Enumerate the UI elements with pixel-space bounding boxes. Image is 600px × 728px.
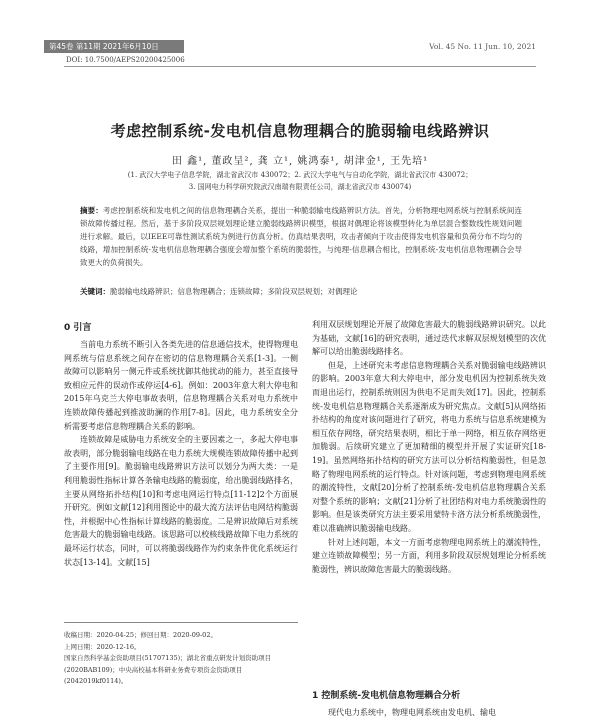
keywords-text: 脆弱输电线路辨识；信息物理耦合；连锁故障；多阶段双层规划；对偶理论 [110,287,358,296]
paragraph: 针对上述问题，本文一方面考虑物理电网系统上的潮流特性，建立连锁故障模型；另一方面，利用多阶段双层规划理论分析系统脆弱性，辨识故障危害最大的脆弱线路。 [312,537,546,574]
paragraph: 当前电力系统不断引入各类先进的信息通信技术，使得物理电网系统与信息系统之间存在密切的信息物理耦合关系[1-3]。一侧故障可以影响另一侧元件或系统扰御其他扰动的能力，甚至直接导致相应元件的误动作或停运[4-6]。例如：2003年意大利大停电和2015年乌克兰大停电事故表明，信息物理耦合关系对电力系统中连锁故障传播起到推波助澜的作用[7-8]。因此，电力系统安全分析需要考虑信息物理耦合关系的影响。 [64,340,298,431]
left-column [64,338,298,569]
paragraph: 但是，上述研究未考虑信息物理耦合关系对脆弱输电线路辨识的影响。2003年意大利大停电中，部分发电机因为控制系统失效而退出运行，控制系统则因为供电不足而失效[17]。因此，控制系统-发电机信息物理耦合关系逐渐成为研究焦点。文献[5]从网络拓扑结构的角度对该问题进行了研究，将电力系统与信息系统建模为相互依存网络，研究结果表明，相比于单一网络，相互依存网络更加脆弱。后续研究建立了更加精细的模型并开展了实证研究[18-19]。虽然网络拓扑结构的研究方法可以分析结构脆弱性，但是忽略了物理电网系统的运行特点。针对该问题，考虑到物理电网系统的潮流特性，文献[20]分析了控制系统-发电机信息物理耦合关系对整个系统的影响；文献[21]分析了社团结构对电力系统脆弱性的影响。但是该类研究方法主要采用蒙特卡洛方法分析系统脆弱性，难以准确辨识脆弱输电线路。 [312,360,546,533]
affiliation-line-1: (1. 武汉大学电子信息学院，湖北省武汉市 430072；2. 武汉大学电气与自动化学院，湖北省武汉市 430072； [127,171,473,179]
abstract-label: 摘要： [80,206,103,215]
abstract-text: 考虑控制系统和发电机之间的信息物理耦合关系，提出一种脆弱输电线路辨识方法。首先，分析物理电网系统与控制系统间连锁故障传播过程。然后，基于多阶段双层规划理论建立脆弱线路辨识模型，根据对偶理论将该模型转化为单层混合整数线性规划问题进行求解。最后，以IEEE可靠性测试系统为例进行仿真分析。仿真结果表明，攻击者倾向于攻击使得发电机容量和负荷分布不均匀的线路，增加控制系统-发电机信息物理耦合强度会增加整个系统的脆弱性，与纯理-信息耦合相比，控制系统-发电机信息物理耦合会导致更大的负荷损失。 [80,206,523,267]
keywords [80,286,522,298]
footnote-funding: 国家自然科学基金资助项目(51707135)；湖北省重点研发计划资助项目(2020BAB109)；中央高校基本科研业务费专项资金资助项目(2042019kf0114)。 [64,654,272,685]
section-1-start [312,706,546,720]
paragraph: 连锁故障是威胁电力系统安全的主要因素之一，多起大停电事故表明，部分脆弱输电线路在电力系统大规模连锁故障传播中起到了主要作用[9]。脆弱输电线路辨识方法可以划分为两大类：一是利用脆弱性指标计算各条输电线路的脆弱度，给出脆弱线路排名，主要从网络拓扑结构[10]和考虑电网运行特点[11-12]2个方面展开研究。例如文献[12]利用图论中的最大流方法评估电网结构脆弱性，并根据中心性指标计算线路的脆弱度。二是辨识故障后对系统危害最大的脆弱输电线路。该思路可以校核线路故障下电力系统的最坏运行状态，同时，可以将脆弱线路作为约束条件优化系统运行状态[13-14]。文献[15] [64,435,298,567]
keywords-label: 关键词： [80,287,110,296]
journal-volume-info: Vol. 45 No. 11 Jun. 10, 2021 [429,42,536,51]
footnote-divider [64,622,298,623]
abstract [80,204,522,269]
right-column [312,318,546,576]
paper-title: 考虑控制系统-发电机信息物理耦合的脆弱输电线路辨识 [110,122,490,140]
doi: DOI: 10.7500/AEPS20200425006 [66,56,185,64]
paragraph: 利用双层规划理论开展了故障危害最大的脆弱线路辨识研究。以此为基础，文献[16]的研究表明，通过迭代求解双层规划模型的次优解可以给出脆弱线路排名。 [312,320,546,357]
journal-issue-band: 第45卷 第11期 2021年6月10日 [44,40,184,53]
section-0-heading: 0 引言 [64,323,92,333]
footnote-online: 上网日期：2020-12-16。 [64,642,141,651]
footnote-received: 收稿日期：2020-04-25；修回日期：2020-09-02。 [64,631,217,639]
affiliation-line-2: 3. 国网电力科学研究院武汉南瑞有限责任公司，湖北省武汉市 430074) [188,183,412,191]
header-divider [64,66,536,67]
footnotes [64,630,298,688]
author-list: 田 鑫¹, 董政呈², 龚 立¹, 姚鸿泰¹, 胡津金¹, 王先培¹ [171,156,429,167]
section-1-heading: 1 控制系统-发电机信息物理耦合分析 [312,691,461,701]
paragraph: 现代电力系统中，物理电网系统由发电机、输电 [328,708,496,717]
